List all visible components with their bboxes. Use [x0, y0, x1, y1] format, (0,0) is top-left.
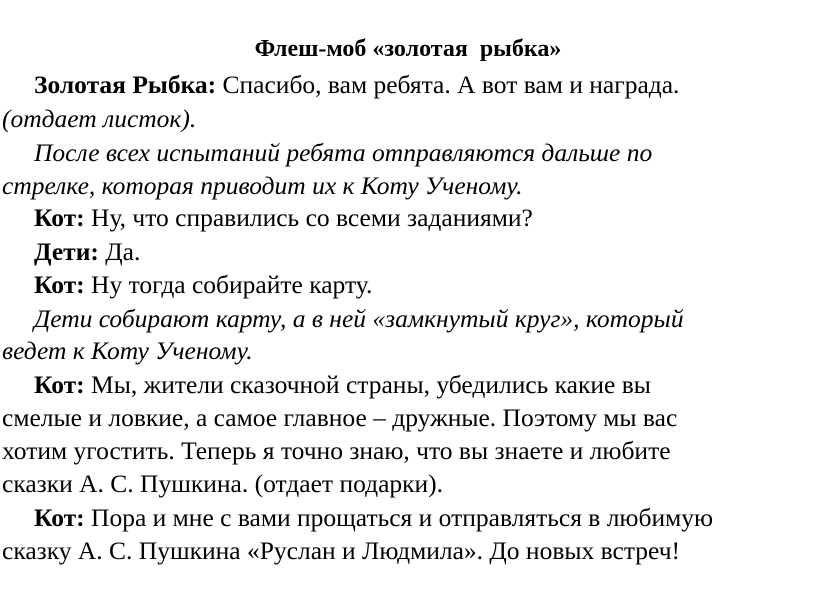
- line-text: (отдает листок).: [2, 104, 197, 133]
- speaker-name: Золотая Рыбка:: [34, 70, 217, 99]
- dialogue-line: [34, 203, 533, 233]
- stage-direction: [2, 171, 522, 201]
- dialogue-line: [34, 270, 372, 300]
- line-text: смелые и ловкие, а самое главное – дружные. Поэтому мы вас: [2, 403, 678, 432]
- dialogue-line: [2, 536, 680, 566]
- dialogue-line: [34, 370, 651, 400]
- speaker-name: Кот:: [34, 503, 85, 532]
- line-text: хотим угостить. Теперь я точно знаю, что вы знаете и любите: [2, 436, 671, 465]
- speaker-name: Кот:: [34, 270, 85, 299]
- dialogue-line: [2, 436, 671, 466]
- line-text: Спасибо, вам ребята. А вот вам и награда.: [216, 70, 680, 99]
- dialogue-line: [34, 237, 140, 267]
- stage-direction: [2, 336, 253, 366]
- line-text: Да.: [98, 237, 141, 266]
- stage-direction: [34, 304, 684, 334]
- line-text: Дети собирают карту, а в ней «замкнутый круг», который: [34, 304, 684, 333]
- line-text: сказки А. С. Пушкина. (отдает подарки).: [2, 469, 444, 498]
- line-text: ведет к Коту Ученому.: [2, 336, 253, 365]
- speaker-name: Кот:: [34, 370, 85, 399]
- line-text: Ну, что справились со всеми заданиями?: [84, 203, 533, 232]
- dialogue-line: [2, 469, 443, 499]
- document-title: Флеш-моб «золотая рыбка»: [254, 36, 562, 62]
- line-text: Пора и мне с вами прощаться и отправляться в любимую: [84, 503, 714, 532]
- speaker-name: Кот:: [34, 203, 85, 232]
- dialogue-line: [2, 403, 677, 433]
- line-text: сказку А. С. Пушкина «Руслан и Людмила». До новых встреч!: [2, 536, 681, 565]
- dialogue-line: [34, 503, 713, 533]
- line-text: После всех испытаний ребята отправляются дальше по: [34, 138, 653, 167]
- line-text: стрелке, которая приводит их к Коту Ученому.: [2, 171, 523, 200]
- dialogue-line: [34, 70, 679, 100]
- speaker-name: Дети:: [34, 237, 99, 266]
- line-text: Мы, жители сказочной страны, убедились какие вы: [84, 370, 651, 399]
- stage-direction: [34, 138, 652, 168]
- line-text: Ну тогда собирайте карту.: [84, 270, 373, 299]
- stage-direction: [2, 104, 196, 134]
